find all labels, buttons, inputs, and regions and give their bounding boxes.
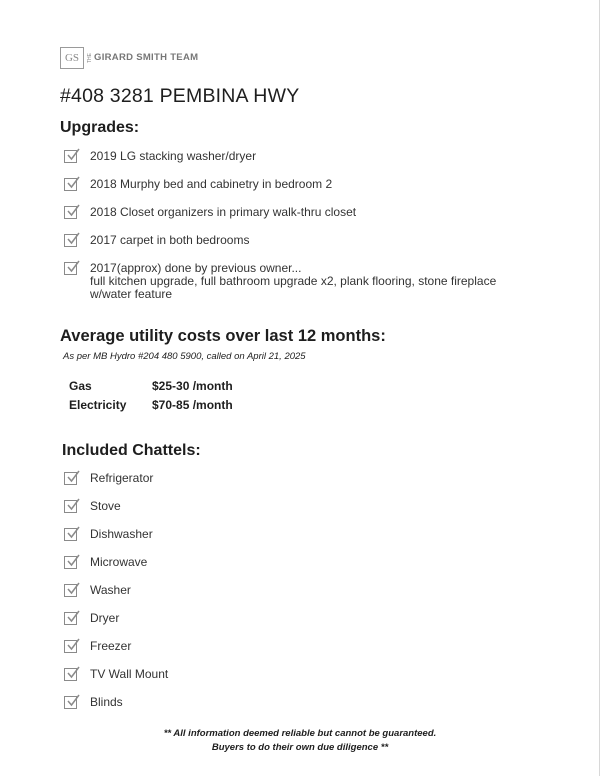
utility-label: Gas <box>69 378 92 393</box>
checkbox-checked-icon <box>64 696 77 709</box>
list-item <box>62 528 168 556</box>
upgrade-text: 2018 Closet organizers in primary walk-thru closet <box>90 205 357 219</box>
utility-table <box>69 376 233 414</box>
chattels-heading: Included Chattels: <box>62 442 201 459</box>
chattel-text: Microwave <box>90 555 148 569</box>
list-item <box>62 206 530 234</box>
checkbox-checked-icon <box>64 640 77 653</box>
chattel-text: Refrigerator <box>90 471 154 485</box>
list-item <box>62 234 530 262</box>
team-logo <box>60 47 198 69</box>
upgrade-text: 2017(approx) done by previous owner... <box>90 261 302 275</box>
chattel-text: Dryer <box>90 611 120 625</box>
upgrade-text: 2018 Murphy bed and cabinetry in bedroom 2 <box>90 177 333 191</box>
checkbox-checked-icon <box>64 206 77 219</box>
upgrade-text: 2017 carpet in both bedrooms <box>90 233 250 247</box>
list-item <box>62 640 168 668</box>
chattel-text: TV Wall Mount <box>90 667 169 681</box>
chattel-text: Stove <box>90 499 121 513</box>
checkbox-checked-icon <box>64 178 77 191</box>
list-item <box>62 472 168 500</box>
disclaimer <box>0 727 600 755</box>
utility-row-gas <box>69 376 233 395</box>
list-item <box>62 556 168 584</box>
list-item <box>62 696 168 724</box>
list-item <box>62 584 168 612</box>
chattel-text: Freezer <box>90 639 132 653</box>
chattel-text: Blinds <box>90 695 123 709</box>
upgrades-heading: Upgrades: <box>60 119 140 136</box>
list-item <box>62 262 530 301</box>
checkbox-checked-icon <box>64 612 77 625</box>
checkbox-checked-icon <box>64 500 77 513</box>
utility-note: As per MB Hydro #204 480 5900, called on April 21, 2025 <box>63 351 306 362</box>
list-item <box>62 612 168 640</box>
logo-text <box>94 53 198 64</box>
list-item <box>62 500 168 528</box>
checkbox-checked-icon <box>64 584 77 597</box>
checkbox-checked-icon <box>64 472 77 485</box>
checkbox-checked-icon <box>64 556 77 569</box>
checkbox-checked-icon <box>64 262 77 275</box>
logo-the: THE <box>87 53 93 63</box>
checkbox-checked-icon <box>64 150 77 163</box>
utility-heading: Average utility costs over last 12 months: <box>60 327 386 345</box>
list-item <box>62 668 168 696</box>
chattels-list <box>62 472 168 724</box>
disclaimer-line-1: ** All information deemed reliable but cannot be guaranteed. <box>163 728 437 739</box>
utility-value: $25-30 /month <box>152 378 233 393</box>
list-item <box>62 150 530 178</box>
disclaimer-line-2: Buyers to do their own due diligence ** <box>211 742 389 753</box>
upgrade-text: 2019 LG stacking washer/dryer <box>90 149 257 163</box>
property-title: #408 3281 PEMBINA HWY <box>60 85 300 107</box>
utility-value: $70-85 /month <box>152 397 233 412</box>
gs-monogram-icon: GS <box>60 47 84 69</box>
upgrades-list <box>62 150 530 301</box>
upgrade-details: full kitchen upgrade, full bathroom upgrade x2, plank flooring, stone fireplace w/water feature <box>90 274 497 301</box>
list-item <box>62 178 530 206</box>
checkbox-checked-icon <box>64 528 77 541</box>
chattel-text: Dishwasher <box>90 527 153 541</box>
utility-row-electricity <box>69 395 233 414</box>
checkbox-checked-icon <box>64 668 77 681</box>
utility-label: Electricity <box>69 397 127 412</box>
chattel-text: Washer <box>90 583 131 597</box>
logo-name: GIRARD SMITH TEAM <box>94 51 199 63</box>
checkbox-checked-icon <box>64 234 77 247</box>
